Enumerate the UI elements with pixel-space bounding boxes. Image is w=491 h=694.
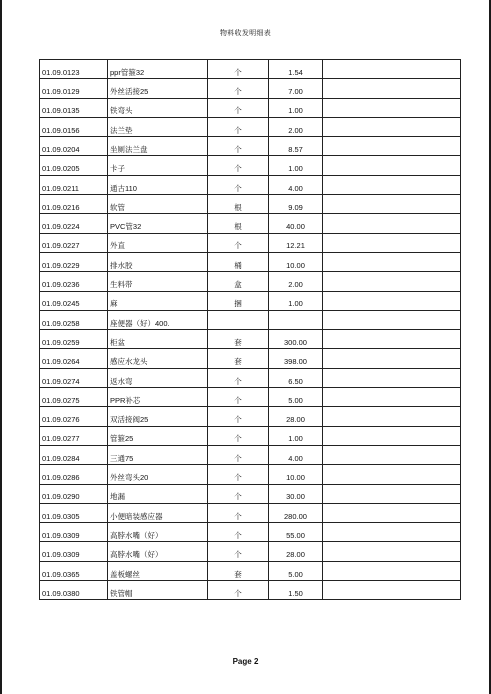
empty-cell [323,233,461,252]
material-code-cell: 01.09.0129 [40,79,108,98]
unit-cell: 套 [208,330,269,349]
empty-cell [323,368,461,387]
unit-cell: 个 [208,98,269,117]
document-title: 物料收发明细表 [219,29,272,37]
quantity-cell: 7.00 [269,79,323,98]
unit-cell: 个 [208,542,269,561]
material-name-cell: 软管 [108,195,208,214]
material-code-cell: 01.09.0216 [40,195,108,214]
unit-cell: 个 [208,233,269,252]
unit-cell: 捆 [208,291,269,310]
unit-cell: 根 [208,195,269,214]
quantity-cell: 398.00 [269,349,323,368]
page-number: Page 2 [232,657,259,666]
table-row [40,503,461,522]
table-row [40,156,461,175]
quantity-cell: 30.00 [269,484,323,503]
material-code-cell: 01.09.0229 [40,252,108,271]
quantity-cell: 1.00 [269,291,323,310]
material-code-cell: 01.09.0258 [40,310,108,329]
table-row [40,465,461,484]
material-code-cell: 01.09.0227 [40,233,108,252]
material-code-cell: 01.09.0290 [40,484,108,503]
empty-cell [323,156,461,175]
unit-cell: 个 [208,465,269,484]
unit-cell: 个 [208,407,269,426]
empty-cell [323,581,461,600]
material-code-cell: 01.09.0284 [40,445,108,464]
quantity-cell: 2.00 [269,272,323,291]
unit-cell: 个 [208,137,269,156]
quantity-cell: 5.00 [269,388,323,407]
table-row [40,79,461,98]
material-code-cell: 01.09.0259 [40,330,108,349]
material-name-cell: 柜盆 [108,330,208,349]
quantity-cell: 28.00 [269,407,323,426]
material-code-cell: 01.09.0211 [40,175,108,194]
quantity-cell: 10.00 [269,465,323,484]
quantity-cell: 4.00 [269,445,323,464]
material-name-cell: 铁弯头 [108,98,208,117]
material-code-cell: 01.09.0277 [40,426,108,445]
materials-table [39,59,461,600]
empty-cell [323,349,461,368]
table-row [40,484,461,503]
material-code-cell: 01.09.0305 [40,503,108,522]
material-code-cell: 01.09.0236 [40,272,108,291]
table-row [40,60,461,79]
material-name-cell: 排水胶 [108,252,208,271]
unit-cell: 个 [208,388,269,407]
material-name-cell: 返水弯 [108,368,208,387]
unit-cell: 个 [208,117,269,136]
unit-cell: 个 [208,175,269,194]
scan-edge-left [0,0,2,694]
empty-cell [323,388,461,407]
material-name-cell: 外直 [108,233,208,252]
table-row [40,137,461,156]
material-name-cell: ppr管箍32 [108,60,208,79]
quantity-cell: 300.00 [269,330,323,349]
table-row [40,272,461,291]
quantity-cell: 10.00 [269,252,323,271]
empty-cell [323,60,461,79]
unit-cell: 个 [208,156,269,175]
materials-table-body [40,60,461,600]
table-row [40,233,461,252]
material-name-cell: 外丝弯头20 [108,465,208,484]
quantity-cell [269,310,323,329]
quantity-cell: 1.00 [269,426,323,445]
empty-cell [323,117,461,136]
table-row [40,117,461,136]
table-row [40,407,461,426]
material-code-cell: 01.09.0245 [40,291,108,310]
material-name-cell: PPR补芯 [108,388,208,407]
unit-cell: 根 [208,214,269,233]
material-name-cell: 通古110 [108,175,208,194]
quantity-cell: 4.00 [269,175,323,194]
table-row [40,349,461,368]
quantity-cell: 28.00 [269,542,323,561]
empty-cell [323,330,461,349]
material-name-cell: 坐厕法兰盘 [108,137,208,156]
quantity-cell: 9.09 [269,195,323,214]
material-name-cell: 座便器（好）400. [108,310,208,329]
unit-cell: 个 [208,60,269,79]
table-row [40,214,461,233]
quantity-cell: 1.00 [269,156,323,175]
empty-cell [323,291,461,310]
unit-cell: 个 [208,445,269,464]
unit-cell: 个 [208,523,269,542]
material-name-cell: 管箍25 [108,426,208,445]
quantity-cell: 6.50 [269,368,323,387]
empty-cell [323,272,461,291]
material-code-cell: 01.09.0365 [40,561,108,580]
unit-cell: 个 [208,484,269,503]
unit-cell: 套 [208,561,269,580]
unit-cell: 个 [208,426,269,445]
table-row [40,581,461,600]
material-name-cell: 麻 [108,291,208,310]
unit-cell: 盒 [208,272,269,291]
table-row [40,388,461,407]
quantity-cell: 55.00 [269,523,323,542]
material-code-cell: 01.09.0204 [40,137,108,156]
empty-cell [323,542,461,561]
material-code-cell: 01.09.0264 [40,349,108,368]
table-row [40,291,461,310]
unit-cell [208,310,269,329]
empty-cell [323,175,461,194]
material-name-cell: 卡子 [108,156,208,175]
material-name-cell: 法兰垫 [108,117,208,136]
empty-cell [323,445,461,464]
material-name-cell: 双活接阀25 [108,407,208,426]
empty-cell [323,465,461,484]
table-row [40,175,461,194]
material-code-cell: 01.09.0135 [40,98,108,117]
unit-cell: 个 [208,581,269,600]
material-name-cell: 盖板螺丝 [108,561,208,580]
material-name-cell: 外丝活接25 [108,79,208,98]
material-code-cell: 01.09.0156 [40,117,108,136]
material-code-cell: 01.09.0224 [40,214,108,233]
empty-cell [323,523,461,542]
empty-cell [323,98,461,117]
quantity-cell: 8.57 [269,137,323,156]
table-row [40,310,461,329]
material-code-cell: 01.09.0276 [40,407,108,426]
table-row [40,445,461,464]
empty-cell [323,310,461,329]
material-code-cell: 01.09.0380 [40,581,108,600]
material-code-cell: 01.09.0309 [40,542,108,561]
material-code-cell: 01.09.0205 [40,156,108,175]
material-name-cell: 小便暗装感应器 [108,503,208,522]
quantity-cell: 280.00 [269,503,323,522]
material-code-cell: 01.09.0274 [40,368,108,387]
empty-cell [323,195,461,214]
quantity-cell: 2.00 [269,117,323,136]
quantity-cell: 1.00 [269,98,323,117]
material-name-cell: 三通75 [108,445,208,464]
empty-cell [323,407,461,426]
empty-cell [323,503,461,522]
empty-cell [323,426,461,445]
table-row [40,252,461,271]
table-row [40,561,461,580]
empty-cell [323,214,461,233]
table-row [40,368,461,387]
material-code-cell: 01.09.0309 [40,523,108,542]
empty-cell [323,252,461,271]
materials-table-container [39,59,460,600]
material-name-cell: 高脖水嘴（好） [108,542,208,561]
empty-cell [323,561,461,580]
table-row [40,195,461,214]
material-name-cell: 地漏 [108,484,208,503]
table-row [40,426,461,445]
material-name-cell: 感应水龙头 [108,349,208,368]
empty-cell [323,484,461,503]
material-code-cell: 01.09.0123 [40,60,108,79]
table-row [40,98,461,117]
quantity-cell: 40.00 [269,214,323,233]
unit-cell: 个 [208,368,269,387]
empty-cell [323,137,461,156]
empty-cell [323,79,461,98]
unit-cell: 个 [208,503,269,522]
material-name-cell: 高脖水嘴（好） [108,523,208,542]
unit-cell: 套 [208,349,269,368]
material-name-cell: PVC管32 [108,214,208,233]
table-row [40,523,461,542]
material-name-cell: 生料带 [108,272,208,291]
table-row [40,330,461,349]
quantity-cell: 12.21 [269,233,323,252]
table-row [40,542,461,561]
material-name-cell: 铁管帽 [108,581,208,600]
unit-cell: 桶 [208,252,269,271]
material-code-cell: 01.09.0286 [40,465,108,484]
material-code-cell: 01.09.0275 [40,388,108,407]
quantity-cell: 1.54 [269,60,323,79]
quantity-cell: 1.50 [269,581,323,600]
unit-cell: 个 [208,79,269,98]
quantity-cell: 5.00 [269,561,323,580]
